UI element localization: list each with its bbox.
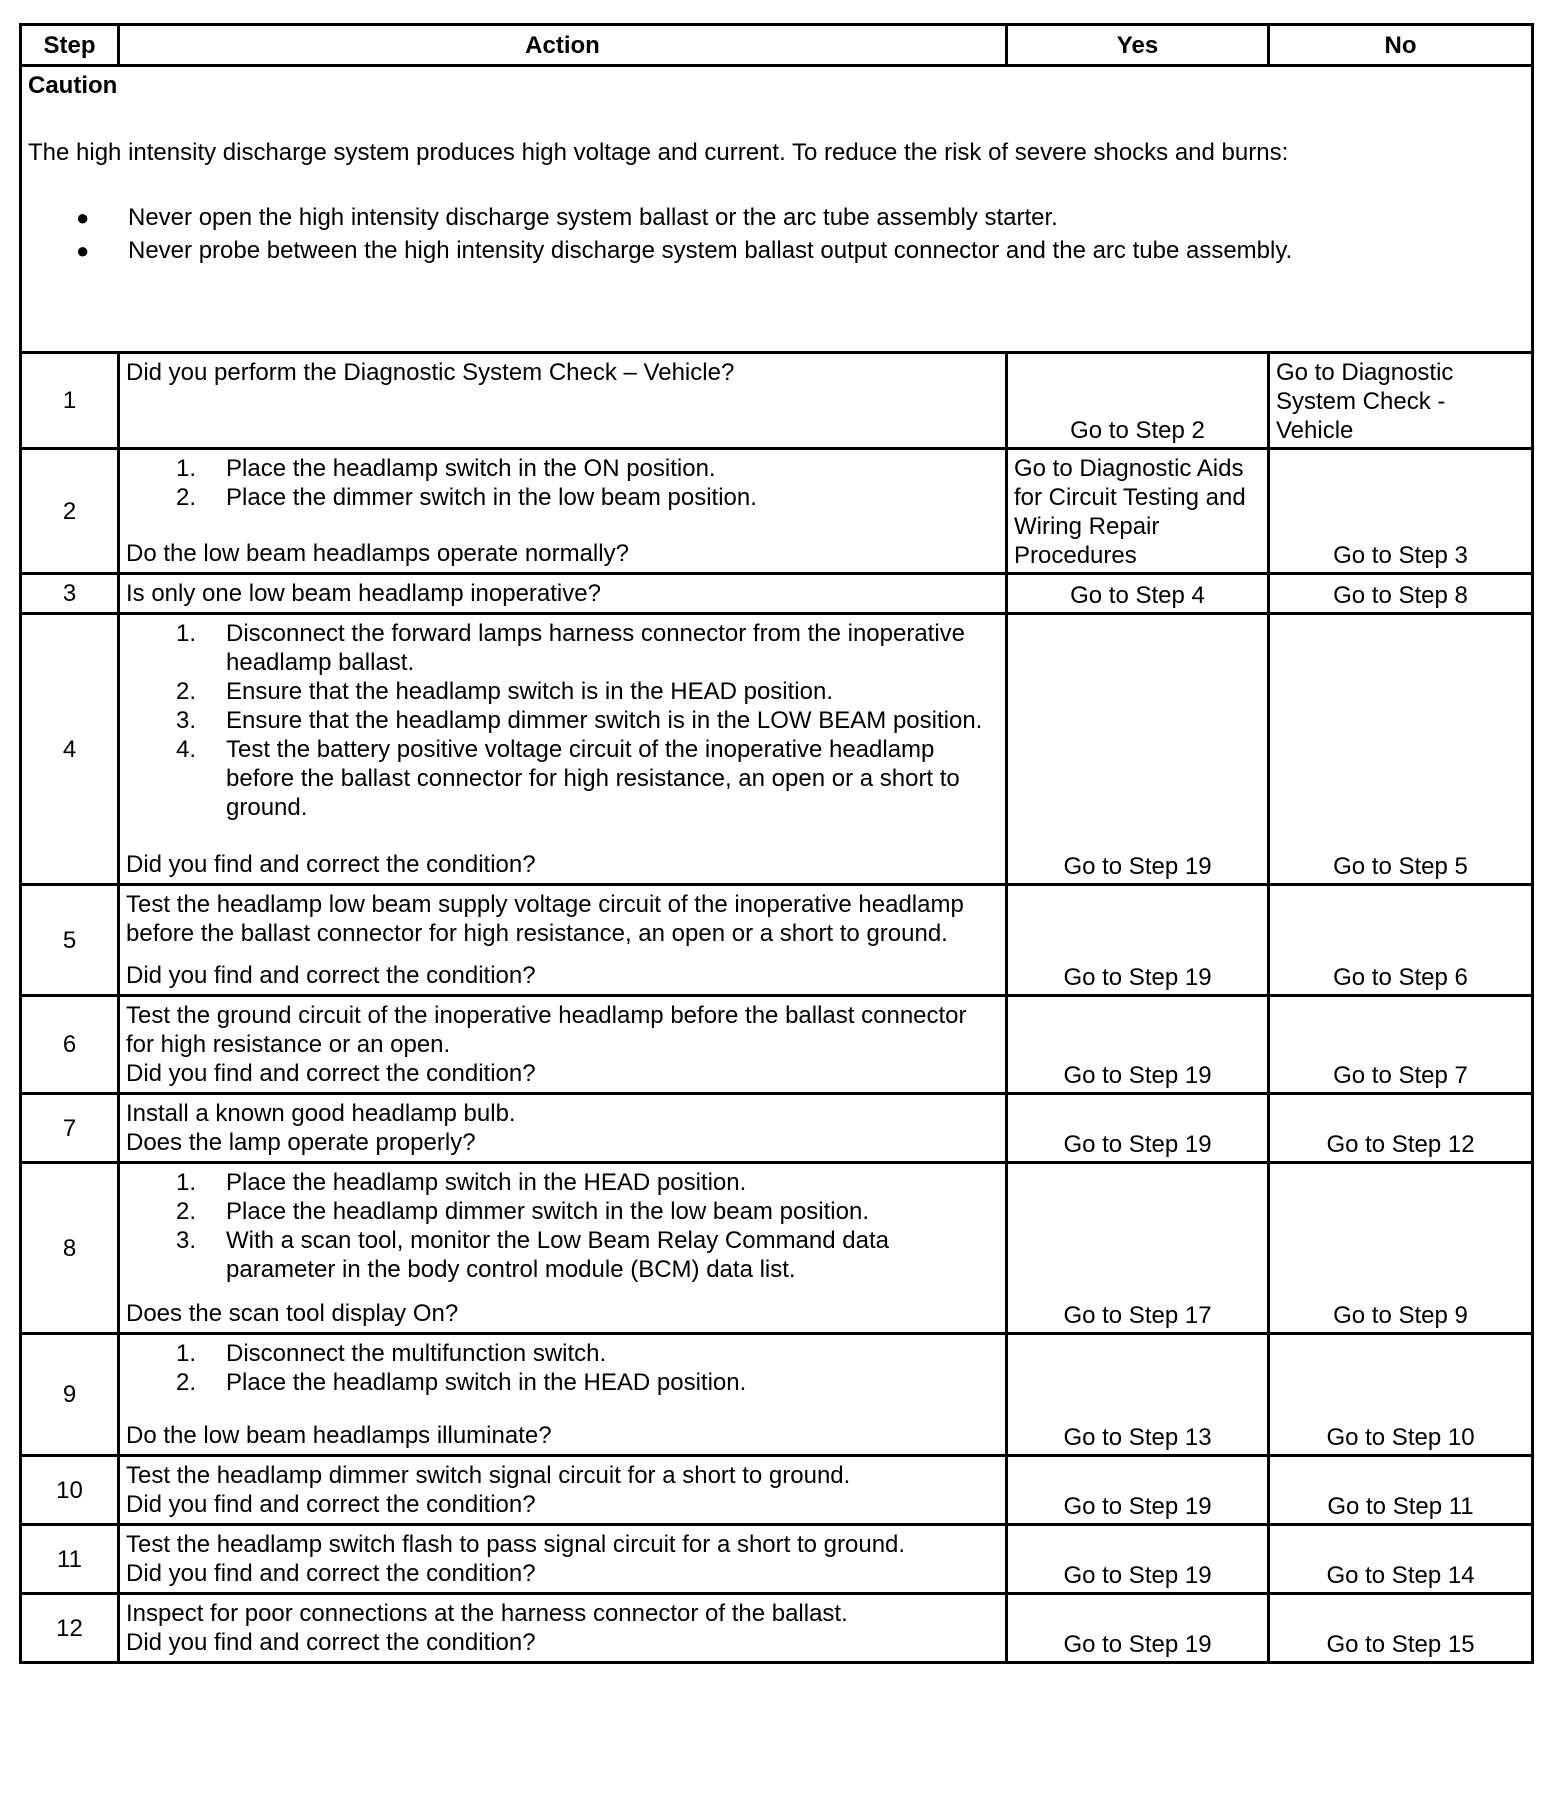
step-number: 2 (21, 449, 119, 574)
action-body (126, 619, 999, 822)
no-result: Go to Step 8 (1269, 574, 1533, 614)
action-step-number: 2. (176, 484, 197, 511)
action-step-text: Disconnect the multifunction switch. (226, 1340, 607, 1367)
header-yes: Yes (1007, 25, 1269, 66)
step-row (21, 1456, 1533, 1525)
action-step-item (126, 706, 999, 735)
caution-list (28, 203, 1525, 265)
action-body (126, 1339, 999, 1397)
action-text: Install a known good headlamp bulb. (126, 1100, 516, 1127)
no-result: Go to Step 9 (1269, 1163, 1533, 1334)
step-number: 6 (21, 996, 119, 1094)
action-question: Did you find and correct the condition? (126, 1060, 536, 1087)
action-step-number: 2. (176, 1369, 197, 1396)
action-steps-list (126, 1168, 999, 1284)
bullet-icon: ● (76, 238, 90, 263)
no-result: Go to Diagnostic System Check - Vehicle (1269, 353, 1533, 449)
action-question: Did you find and correct the condition? (126, 962, 536, 989)
action-step-number: 1. (176, 1169, 197, 1196)
action-text: Test the ground circuit of the inoperative headlamp before the ballast connector for high resistance or an open. (126, 1002, 967, 1058)
action-question: Do the low beam headlamps operate normally? (126, 540, 629, 567)
action-step-item (126, 735, 999, 822)
action-step-item (126, 1339, 999, 1368)
action-question: Is only one low beam headlamp inoperative? (126, 580, 601, 607)
caution-row (21, 66, 1533, 353)
action-step-item (126, 483, 999, 512)
step-number: 9 (21, 1334, 119, 1456)
action-question: Did you find and correct the condition? (126, 1491, 536, 1518)
header-row (21, 25, 1533, 66)
step-number: 4 (21, 614, 119, 885)
no-result: Go to Step 5 (1269, 614, 1533, 885)
action-step-item (126, 619, 999, 677)
action-step-text: Disconnect the forward lamps harness connector from the inoperative headlamp ballast. (226, 620, 966, 676)
step-row (21, 1163, 1533, 1334)
step-row (21, 1525, 1533, 1594)
header-step: Step (21, 25, 119, 66)
action-body (126, 1099, 999, 1128)
yes-result: Go to Step 4 (1007, 574, 1269, 614)
action-question: Do the low beam headlamps illuminate? (126, 1422, 552, 1449)
action-content (126, 1099, 999, 1157)
action-question: Did you find and correct the condition? (126, 851, 536, 878)
diagnostic-table-page (19, 23, 1531, 1664)
no-result: Go to Step 12 (1269, 1094, 1533, 1163)
yes-result: Go to Step 19 (1007, 1456, 1269, 1525)
action-step-item (126, 1226, 999, 1284)
action-step-text: Place the headlamp dimmer switch in the low beam position. (226, 1198, 869, 1225)
caution-bullet-text: Never open the high intensity discharge system ballast or the arc tube assembly starter. (128, 204, 1058, 231)
action-step-item (126, 1197, 999, 1226)
action-question: Did you find and correct the condition? (126, 1560, 536, 1587)
yes-result: Go to Step 2 (1007, 353, 1269, 449)
no-result: Go to Step 7 (1269, 996, 1533, 1094)
action-step-number: 2. (176, 678, 197, 705)
header-action: Action (119, 25, 1007, 66)
action-cell (119, 614, 1007, 885)
step-row (21, 996, 1533, 1094)
action-content (126, 619, 999, 879)
no-result: Go to Step 3 (1269, 449, 1533, 574)
no-result: Go to Step 11 (1269, 1456, 1533, 1525)
action-cell (119, 885, 1007, 996)
step-number: 11 (21, 1525, 119, 1594)
action-step-number: 1. (176, 620, 197, 647)
yes-result: Go to Step 19 (1007, 996, 1269, 1094)
action-content (126, 454, 999, 568)
action-content (126, 890, 999, 990)
action-cell (119, 1456, 1007, 1525)
action-content (126, 1168, 999, 1328)
action-body (126, 1001, 999, 1059)
no-result: Go to Step 10 (1269, 1334, 1533, 1456)
action-text: Test the headlamp low beam supply voltage circuit of the inoperative headlamp before the ballast connector for high resistance, an open or a short to ground. (126, 891, 964, 947)
action-cell (119, 353, 1007, 449)
action-text: Test the headlamp switch flash to pass signal circuit for a short to ground. (126, 1531, 906, 1558)
action-body (126, 1168, 999, 1284)
action-content (126, 1461, 999, 1519)
step-row (21, 1334, 1533, 1456)
step-row (21, 1094, 1533, 1163)
yes-result: Go to Step 13 (1007, 1334, 1269, 1456)
action-cell (119, 1163, 1007, 1334)
action-steps-list (126, 1339, 999, 1397)
action-step-text: Ensure that the headlamp dimmer switch is in the LOW BEAM position. (226, 707, 983, 734)
step-number: 7 (21, 1094, 119, 1163)
action-text: Inspect for poor connections at the harness connector of the ballast. (126, 1600, 848, 1627)
action-cell (119, 1525, 1007, 1594)
action-question: Does the lamp operate properly? (126, 1129, 476, 1156)
action-content (126, 1599, 999, 1657)
step-row (21, 353, 1533, 449)
step-number: 3 (21, 574, 119, 614)
action-step-number: 3. (176, 707, 197, 734)
yes-result: Go to Step 19 (1007, 1594, 1269, 1663)
yes-result: Go to Step 19 (1007, 885, 1269, 996)
action-step-item (126, 454, 999, 483)
yes-result: Go to Step 19 (1007, 614, 1269, 885)
action-step-text: Ensure that the headlamp switch is in the HEAD position. (226, 678, 833, 705)
action-content (126, 1530, 999, 1588)
caution-bullet-item (28, 203, 1525, 232)
action-cell (119, 1594, 1007, 1663)
step-row (21, 614, 1533, 885)
action-body (126, 454, 999, 512)
action-cell (119, 1094, 1007, 1163)
yes-result: Go to Step 17 (1007, 1163, 1269, 1334)
action-step-text: Place the headlamp switch in the HEAD position. (226, 1169, 747, 1196)
yes-result: Go to Diagnostic Aids for Circuit Testing and Wiring Repair Procedures (1007, 449, 1269, 574)
action-body (126, 1530, 999, 1559)
action-question: Did you find and correct the condition? (126, 1629, 536, 1656)
action-step-number: 2. (176, 1198, 197, 1225)
action-step-text: Test the battery positive voltage circuit of the inoperative headlamp before the ballast connector for high resistance, an open or a short to ground. (226, 736, 960, 821)
action-question: Did you perform the Diagnostic System Check – Vehicle? (126, 359, 735, 386)
action-cell (119, 574, 1007, 614)
step-number: 10 (21, 1456, 119, 1525)
action-step-text: Place the headlamp switch in the ON position. (226, 455, 716, 482)
action-steps-list (126, 619, 999, 822)
caution-title: Caution (28, 72, 118, 99)
action-content (126, 358, 999, 443)
action-step-number: 1. (176, 1340, 197, 1367)
action-body (126, 1461, 999, 1490)
no-result: Go to Step 15 (1269, 1594, 1533, 1663)
action-content (126, 1001, 999, 1088)
step-row (21, 449, 1533, 574)
action-question: Does the scan tool display On? (126, 1300, 459, 1327)
action-step-number: 3. (176, 1227, 197, 1254)
caution-bullet-text: Never probe between the high intensity discharge system ballast output connector and the arc tube assembly. (128, 237, 1293, 264)
yes-result: Go to Step 19 (1007, 1525, 1269, 1594)
step-row (21, 1594, 1533, 1663)
action-step-number: 4. (176, 736, 197, 763)
action-step-number: 1. (176, 455, 197, 482)
header-no: No (1269, 25, 1533, 66)
action-body (126, 890, 999, 948)
action-content (126, 1339, 999, 1450)
action-cell (119, 996, 1007, 1094)
step-row (21, 885, 1533, 996)
no-result: Go to Step 14 (1269, 1525, 1533, 1594)
action-cell (119, 1334, 1007, 1456)
step-number: 1 (21, 353, 119, 449)
action-step-text: Place the dimmer switch in the low beam position. (226, 484, 757, 511)
diagnostic-table (19, 23, 1534, 1664)
caution-bullet-item (28, 236, 1525, 265)
action-content (126, 579, 999, 608)
action-steps-list (126, 454, 999, 512)
caution-text: The high intensity discharge system produces high voltage and current. To reduce the risk of severe shocks and burns: (28, 139, 1289, 166)
action-step-item (126, 677, 999, 706)
action-cell (119, 449, 1007, 574)
caution-box (21, 66, 1533, 353)
step-row (21, 574, 1533, 614)
yes-result: Go to Step 19 (1007, 1094, 1269, 1163)
action-text: Test the headlamp dimmer switch signal circuit for a short to ground. (126, 1462, 851, 1489)
action-step-item (126, 1168, 999, 1197)
step-number: 5 (21, 885, 119, 996)
bullet-icon: ● (76, 205, 90, 230)
action-step-text: Place the headlamp switch in the HEAD position. (226, 1369, 747, 1396)
step-number: 12 (21, 1594, 119, 1663)
action-step-text: With a scan tool, monitor the Low Beam Relay Command data parameter in the body control module (BCM) data list. (226, 1227, 889, 1283)
action-body (126, 1599, 999, 1628)
no-result: Go to Step 6 (1269, 885, 1533, 996)
action-step-item (126, 1368, 999, 1397)
step-number: 8 (21, 1163, 119, 1334)
